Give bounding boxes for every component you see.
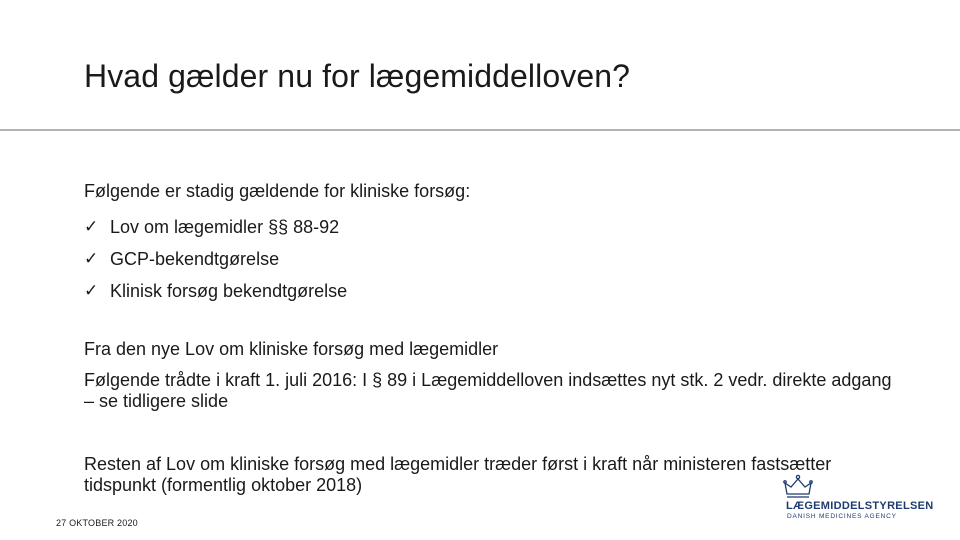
logo-name: LÆGEMIDDELSTYRELSEN	[786, 500, 934, 512]
list-item-text: Klinisk forsøg bekendtgørelse	[110, 280, 348, 301]
paragraph-new-law: Fra den nye Lov om kliniske forsøg med lægemidler	[84, 339, 499, 359]
checkmark-icon: ✓	[84, 281, 99, 300]
checklist	[84, 211, 347, 307]
paragraph-remaining: Resten af Lov om kliniske forsøg med lægemidler træder først i kraft når ministeren fastsætter tidspunkt (formentlig oktober 2018)	[84, 454, 832, 495]
intro-text: Følgende er stadig gældende for kliniske forsøg:	[84, 181, 471, 201]
agency-logo	[782, 474, 942, 524]
title-divider	[0, 129, 960, 131]
list-item-text: Lov om lægemidler §§ 88-92	[110, 216, 340, 237]
crown-icon	[782, 474, 814, 500]
slide-title: Hvad gælder nu for lægemiddelloven?	[84, 58, 631, 94]
list-item	[84, 275, 347, 307]
checkmark-icon: ✓	[84, 217, 99, 236]
logo-subtitle: DANISH MEDICINES AGENCY	[787, 513, 897, 520]
list-item	[84, 211, 347, 243]
checkmark-icon: ✓	[84, 249, 99, 268]
paragraph-in-force: Følgende trådte i kraft 1. juli 2016: I § 89 i Lægemiddelloven indsættes nyt stk. 2 vedr. direkte adgang – se tidligere slide	[84, 370, 892, 411]
list-item	[84, 243, 347, 275]
list-item-text: GCP-bekendtgørelse	[110, 248, 280, 269]
footer-date: 27 OKTOBER 2020	[56, 518, 138, 528]
